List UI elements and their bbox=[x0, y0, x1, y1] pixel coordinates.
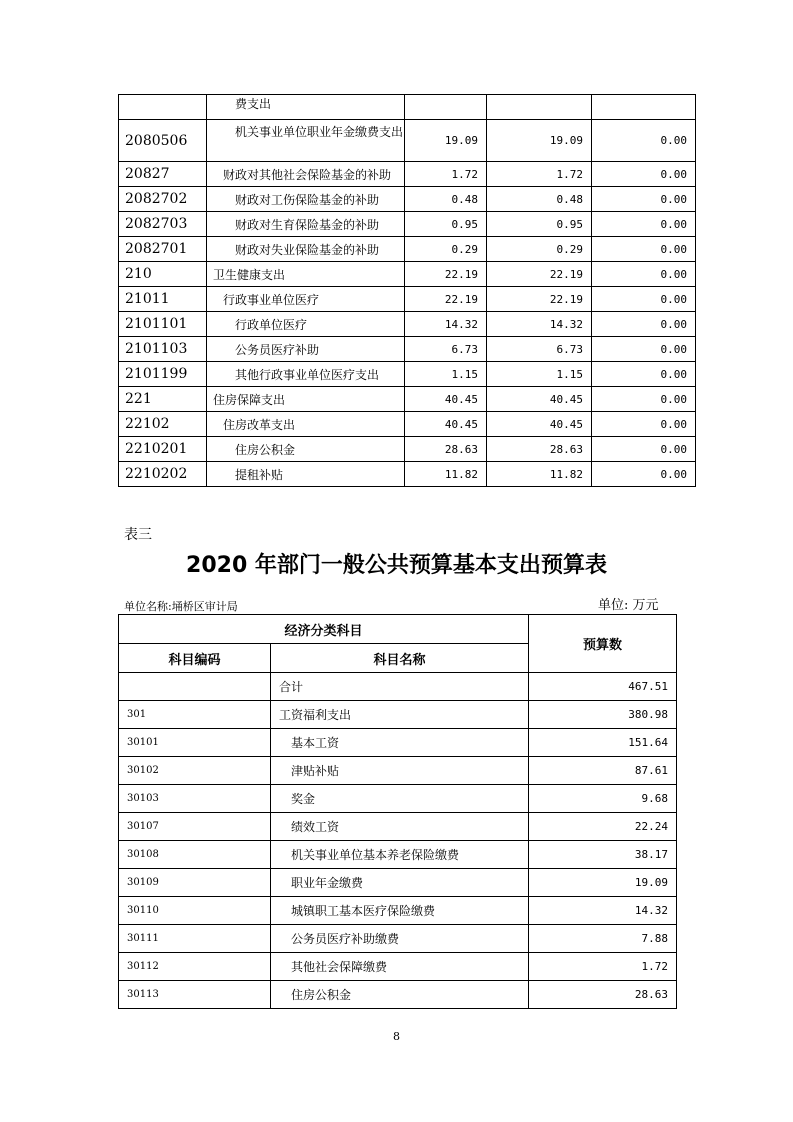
table-row bbox=[119, 953, 677, 981]
budget-amount: 467.51 bbox=[529, 673, 677, 701]
amount-basic: 40.45 bbox=[487, 387, 592, 412]
econ-name: 基本工资 bbox=[271, 729, 529, 757]
table-row bbox=[119, 869, 677, 897]
table-row bbox=[119, 757, 677, 785]
header-amount: 预算数 bbox=[529, 615, 677, 673]
table-row bbox=[119, 981, 677, 1009]
table-row bbox=[119, 813, 677, 841]
table-row bbox=[119, 437, 696, 462]
amount-basic: 11.82 bbox=[487, 462, 592, 487]
budget-amount: 14.32 bbox=[529, 897, 677, 925]
subject-code: 210 bbox=[119, 262, 207, 287]
amount-project: 0.00 bbox=[592, 120, 696, 162]
amount-basic: 28.63 bbox=[487, 437, 592, 462]
amount-basic bbox=[487, 95, 592, 120]
econ-name: 合计 bbox=[271, 673, 529, 701]
amount-total: 14.32 bbox=[405, 312, 487, 337]
table-row bbox=[119, 673, 677, 701]
table-row bbox=[119, 462, 696, 487]
budget-amount: 38.17 bbox=[529, 841, 677, 869]
subject-code: 22102 bbox=[119, 412, 207, 437]
table-row bbox=[119, 897, 677, 925]
budget-amount: 28.63 bbox=[529, 981, 677, 1009]
amount-total: 6.73 bbox=[405, 337, 487, 362]
table-row bbox=[119, 925, 677, 953]
subject-name: 财政对其他社会保险基金的补助 bbox=[207, 162, 405, 187]
amount-project: 0.00 bbox=[592, 462, 696, 487]
table-row bbox=[119, 95, 696, 120]
unit-label: 单位: 万元 bbox=[598, 598, 659, 613]
subject-name: 财政对工伤保险基金的补助 bbox=[207, 187, 405, 212]
table-row bbox=[119, 237, 696, 262]
basic-expenditure-table bbox=[118, 614, 677, 1009]
amount-basic: 0.29 bbox=[487, 237, 592, 262]
amount-basic: 1.15 bbox=[487, 362, 592, 387]
amount-basic: 0.95 bbox=[487, 212, 592, 237]
amount-project: 0.00 bbox=[592, 237, 696, 262]
subject-code: 20827 bbox=[119, 162, 207, 187]
budget-amount: 7.88 bbox=[529, 925, 677, 953]
econ-name: 职业年金缴费 bbox=[271, 869, 529, 897]
amount-total bbox=[405, 95, 487, 120]
table-row bbox=[119, 412, 696, 437]
page-title: 2020 年部门一般公共预算基本支出预算表 bbox=[186, 553, 607, 578]
subject-code: 2101199 bbox=[119, 362, 207, 387]
subject-name: 卫生健康支出 bbox=[207, 262, 405, 287]
subject-code: 2082701 bbox=[119, 237, 207, 262]
budget-amount: 87.61 bbox=[529, 757, 677, 785]
amount-project: 0.00 bbox=[592, 437, 696, 462]
econ-name: 其他社会保障缴费 bbox=[271, 953, 529, 981]
table-row bbox=[119, 287, 696, 312]
subject-name: 财政对生育保险基金的补助 bbox=[207, 212, 405, 237]
amount-project: 0.00 bbox=[592, 312, 696, 337]
subject-name: 行政单位医疗 bbox=[207, 312, 405, 337]
amount-basic: 6.73 bbox=[487, 337, 592, 362]
econ-name: 奖金 bbox=[271, 785, 529, 813]
subject-name: 财政对失业保险基金的补助 bbox=[207, 237, 405, 262]
header-name: 科目名称 bbox=[271, 644, 529, 673]
table-header-row bbox=[119, 615, 677, 644]
econ-name: 工资福利支出 bbox=[271, 701, 529, 729]
subject-name: 行政事业单位医疗 bbox=[207, 287, 405, 312]
subject-name: 其他行政事业单位医疗支出 bbox=[207, 362, 405, 387]
amount-total: 0.29 bbox=[405, 237, 487, 262]
amount-total: 22.19 bbox=[405, 287, 487, 312]
econ-code: 301 bbox=[119, 701, 271, 729]
subject-name: 住房保障支出 bbox=[207, 387, 405, 412]
table-row bbox=[119, 337, 696, 362]
subject-code: 2080506 bbox=[119, 120, 207, 162]
page-number: 8 bbox=[393, 1030, 400, 1043]
econ-name: 公务员医疗补助缴费 bbox=[271, 925, 529, 953]
table-row bbox=[119, 162, 696, 187]
table-row bbox=[119, 262, 696, 287]
budget-amount: 22.24 bbox=[529, 813, 677, 841]
header-group: 经济分类科目 bbox=[119, 615, 529, 644]
amount-total: 11.82 bbox=[405, 462, 487, 487]
amount-total: 0.48 bbox=[405, 187, 487, 212]
econ-code bbox=[119, 673, 271, 701]
subject-name: 提租补贴 bbox=[207, 462, 405, 487]
subject-name: 住房公积金 bbox=[207, 437, 405, 462]
table-row bbox=[119, 362, 696, 387]
amount-basic: 22.19 bbox=[487, 262, 592, 287]
econ-code: 30108 bbox=[119, 841, 271, 869]
econ-name: 住房公积金 bbox=[271, 981, 529, 1009]
amount-basic: 40.45 bbox=[487, 412, 592, 437]
table-row bbox=[119, 312, 696, 337]
amount-basic: 1.72 bbox=[487, 162, 592, 187]
amount-project bbox=[592, 95, 696, 120]
subject-code: 2210202 bbox=[119, 462, 207, 487]
table-row bbox=[119, 785, 677, 813]
budget-continuation-table bbox=[118, 94, 696, 487]
econ-code: 30101 bbox=[119, 729, 271, 757]
econ-code: 30111 bbox=[119, 925, 271, 953]
amount-total: 28.63 bbox=[405, 437, 487, 462]
econ-code: 30112 bbox=[119, 953, 271, 981]
table-row bbox=[119, 212, 696, 237]
amount-total: 40.45 bbox=[405, 412, 487, 437]
amount-total: 1.72 bbox=[405, 162, 487, 187]
amount-total: 19.09 bbox=[405, 120, 487, 162]
subject-code bbox=[119, 95, 207, 120]
unit-name: 单位名称:埇桥区审计局 bbox=[124, 600, 238, 613]
amount-project: 0.00 bbox=[592, 362, 696, 387]
amount-basic: 0.48 bbox=[487, 187, 592, 212]
amount-total: 1.15 bbox=[405, 362, 487, 387]
budget-amount: 380.98 bbox=[529, 701, 677, 729]
amount-basic: 19.09 bbox=[487, 120, 592, 162]
table-row bbox=[119, 841, 677, 869]
subject-code: 2082703 bbox=[119, 212, 207, 237]
subject-code: 221 bbox=[119, 387, 207, 412]
econ-code: 30109 bbox=[119, 869, 271, 897]
subject-code: 2082702 bbox=[119, 187, 207, 212]
subject-name: 公务员医疗补助 bbox=[207, 337, 405, 362]
amount-project: 0.00 bbox=[592, 212, 696, 237]
subject-code: 2101101 bbox=[119, 312, 207, 337]
header-code: 科目编码 bbox=[119, 644, 271, 673]
budget-amount: 9.68 bbox=[529, 785, 677, 813]
subject-name: 机关事业单位职业年金缴费支出 bbox=[207, 120, 405, 162]
amount-project: 0.00 bbox=[592, 387, 696, 412]
section-label: 表三 bbox=[124, 527, 152, 543]
econ-code: 30103 bbox=[119, 785, 271, 813]
table-row bbox=[119, 120, 696, 162]
subject-name: 住房改革支出 bbox=[207, 412, 405, 437]
econ-name: 机关事业单位基本养老保险缴费 bbox=[271, 841, 529, 869]
amount-project: 0.00 bbox=[592, 262, 696, 287]
econ-name: 城镇职工基本医疗保险缴费 bbox=[271, 897, 529, 925]
amount-project: 0.00 bbox=[592, 187, 696, 212]
amount-basic: 22.19 bbox=[487, 287, 592, 312]
amount-project: 0.00 bbox=[592, 412, 696, 437]
amount-total: 40.45 bbox=[405, 387, 487, 412]
amount-total: 22.19 bbox=[405, 262, 487, 287]
econ-code: 30102 bbox=[119, 757, 271, 785]
econ-name: 津贴补贴 bbox=[271, 757, 529, 785]
econ-name: 绩效工资 bbox=[271, 813, 529, 841]
amount-project: 0.00 bbox=[592, 162, 696, 187]
budget-amount: 1.72 bbox=[529, 953, 677, 981]
econ-code: 30110 bbox=[119, 897, 271, 925]
econ-code: 30113 bbox=[119, 981, 271, 1009]
table-row bbox=[119, 387, 696, 412]
subject-code: 2101103 bbox=[119, 337, 207, 362]
econ-code: 30107 bbox=[119, 813, 271, 841]
amount-basic: 14.32 bbox=[487, 312, 592, 337]
table-row bbox=[119, 729, 677, 757]
budget-amount: 19.09 bbox=[529, 869, 677, 897]
budget-amount: 151.64 bbox=[529, 729, 677, 757]
amount-project: 0.00 bbox=[592, 337, 696, 362]
table-row bbox=[119, 701, 677, 729]
table-row bbox=[119, 187, 696, 212]
amount-project: 0.00 bbox=[592, 287, 696, 312]
subject-name: 费支出 bbox=[207, 95, 405, 120]
amount-total: 0.95 bbox=[405, 212, 487, 237]
subject-code: 2210201 bbox=[119, 437, 207, 462]
subject-code: 21011 bbox=[119, 287, 207, 312]
